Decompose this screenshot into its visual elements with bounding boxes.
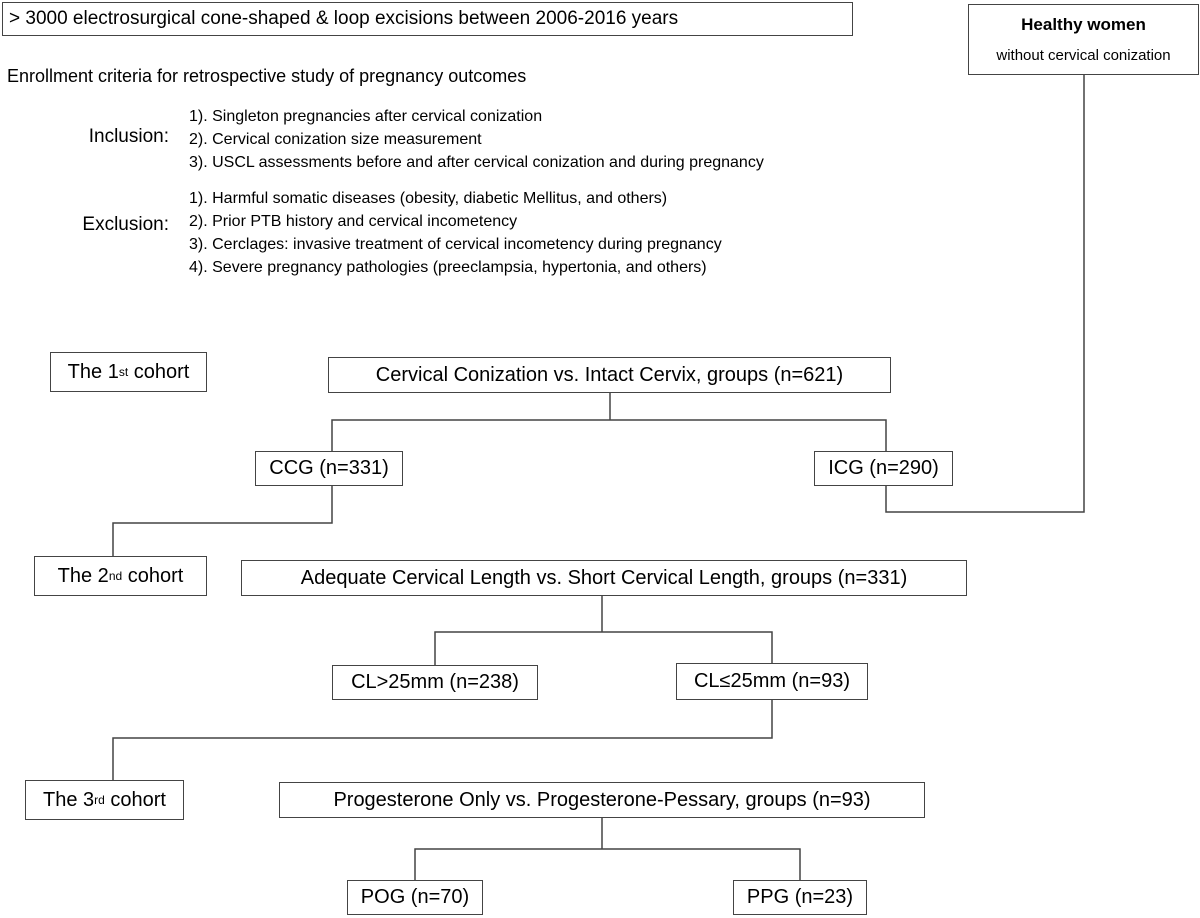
- connector-cohort1-branch: [332, 420, 886, 451]
- connector-cohort2-branch: [435, 632, 772, 665]
- group-ccg: CCG (n=331): [255, 451, 403, 486]
- exclusion-item: 4). Severe pregnancy pathologies (preeclampsia, hypertonia, and others): [189, 259, 707, 276]
- healthy-women-box: [968, 4, 1199, 75]
- cohort-2-label: The 2 nd cohort: [34, 556, 207, 596]
- inclusion-item: 1). Singleton pregnancies after cervical conization: [189, 108, 543, 125]
- connector-ccg-to-cohort2: [113, 486, 332, 556]
- group-cl-adequate: CL>25mm (n=238): [332, 665, 538, 700]
- cohort-3-label: The 3 rd cohort: [25, 780, 184, 820]
- cohort-2-comparison: Adequate Cervical Length vs. Short Cervical Length, groups (n=331): [241, 560, 967, 596]
- inclusion-item: 3). USCL assessments before and after cervical conization and during pregnancy: [189, 154, 764, 171]
- healthy-subtitle: without cervical conization: [996, 47, 1171, 64]
- inclusion-label: Inclusion:: [88, 126, 169, 147]
- exclusion-item: 3). Cerclages: invasive treatment of cervical incometency during pregnancy: [189, 236, 722, 253]
- connector-healthy-to-icg: [886, 75, 1084, 512]
- healthy-title: Healthy women: [1021, 15, 1146, 34]
- cohort-1-label: The 1 st cohort: [50, 352, 207, 392]
- exclusion-label: Exclusion:: [82, 214, 169, 235]
- exclusion-item: 1). Harmful somatic diseases (obesity, diabetic Mellitus, and others): [189, 190, 668, 207]
- title-text: > 3000 electrosurgical cone-shaped & loop excisions between 2006-2016 years: [9, 8, 679, 29]
- connector-cohort3-branch: [415, 849, 800, 880]
- cohort-3-comparison: Progesterone Only vs. Progesterone-Pessary, groups (n=93): [279, 782, 925, 818]
- connector-cl-to-cohort3: [113, 700, 772, 780]
- group-ppg: PPG (n=23): [733, 880, 867, 915]
- inclusion-item: 2). Cervical conization size measurement: [189, 131, 482, 148]
- exclusion-item: 2). Prior PTB history and cervical incometency: [189, 213, 518, 230]
- criteria-heading: Enrollment criteria for retrospective study of pregnancy outcomes: [7, 66, 527, 86]
- title-box: [2, 2, 853, 36]
- group-pog: POG (n=70): [347, 880, 483, 915]
- cohort-1-comparison: Cervical Conization vs. Intact Cervix, groups (n=621): [328, 357, 891, 393]
- group-icg: ICG (n=290): [814, 451, 953, 486]
- group-cl-short: CL≤25mm (n=93): [676, 663, 868, 700]
